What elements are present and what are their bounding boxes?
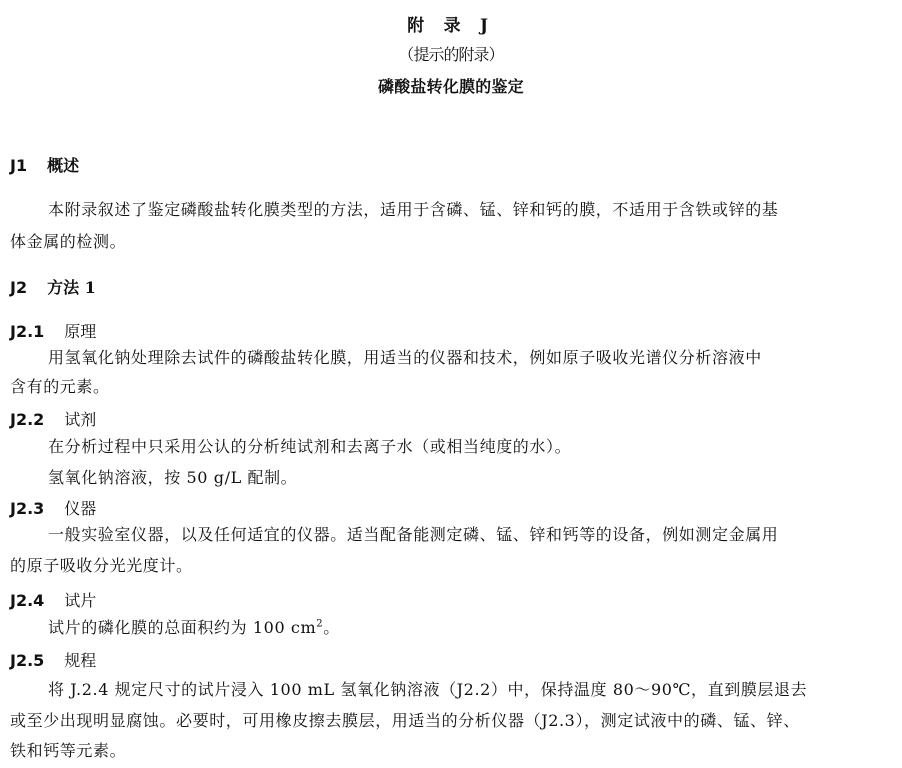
section-number: J2.2 bbox=[10, 410, 45, 429]
annex-title: 附 录 J bbox=[407, 15, 495, 35]
section-title: 仪器 bbox=[64, 499, 97, 518]
section-j2-5-text-line-2: 或至少出现明显腐蚀。必要时，可用橡皮擦去膜层，用适当的分析仪器（J2.3），测定试液中的磷、锰、锌、 bbox=[10, 711, 800, 730]
section-title: 原理 bbox=[64, 322, 97, 341]
area-text: 试片的磷化膜的总面积约为 100 cm bbox=[48, 618, 317, 637]
section-j2-2-text-line-1: 在分析过程中只采用公认的分析纯试剂和去离子水（或相当纯度的水）。 bbox=[48, 437, 572, 456]
section-j2-1-text-line-1: 用氢氧化钠处理除去试件的磷酸盐转化膜，用适当的仪器和技术，例如原子吸收光谱仪分析溶液中 bbox=[48, 348, 762, 367]
section-title: 试剂 bbox=[64, 410, 97, 429]
section-j2-3-text-line-1: 一般实验室仪器，以及任何适宜的仪器。适当配备能测定磷、锰、锌和钙等的设备，例如测定金属用 bbox=[48, 525, 779, 544]
section-j2-5-text-line-3: 铁和钙等元素。 bbox=[10, 741, 127, 760]
section-title: 试片 bbox=[64, 591, 97, 610]
section-j2-1-text-line-2: 含有的元素。 bbox=[10, 377, 110, 396]
section-j2-3-text-line-2: 的原子吸收分光光度计。 bbox=[10, 556, 193, 575]
section-title: 规程 bbox=[64, 651, 97, 670]
section-j2-3-heading bbox=[10, 496, 96, 519]
area-superscript: 2 bbox=[316, 618, 324, 630]
section-j2-5-heading bbox=[10, 648, 96, 671]
section-number: J2 bbox=[10, 278, 28, 297]
section-number: J2.1 bbox=[10, 322, 45, 341]
section-number: J1 bbox=[10, 156, 28, 175]
annex-note: （提示的附录） bbox=[398, 45, 504, 64]
area-text-end: 。 bbox=[323, 618, 340, 637]
section-title: 方法 1 bbox=[47, 278, 96, 297]
section-j1-text-line-2: 体金属的检测。 bbox=[10, 232, 127, 251]
section-number: J2.4 bbox=[10, 591, 45, 610]
section-j2-4-heading bbox=[10, 588, 96, 611]
section-j2-heading bbox=[10, 275, 96, 298]
section-j2-5-text-line-1: 将 J.2.4 规定尺寸的试片浸入 100 mL 氢氧化钠溶液（J2.2）中，保持温度 80～90℃，直到膜层退去 bbox=[48, 680, 808, 699]
section-j1-heading bbox=[10, 153, 79, 176]
section-title: 概述 bbox=[47, 156, 80, 175]
annex-name: 磷酸盐转化膜的鉴定 bbox=[378, 77, 524, 96]
section-j2-2-heading bbox=[10, 407, 96, 430]
section-j1-text-line-1: 本附录叙述了鉴定磷酸盐转化膜类型的方法，适用于含磷、锰、锌和钙的膜，不适用于含铁或锌的基 bbox=[48, 200, 779, 219]
section-j2-2-text-line-2: 氢氧化钠溶液，按 50 g/L 配制。 bbox=[48, 468, 298, 487]
section-j2-1-heading bbox=[10, 319, 96, 342]
section-j2-4-text-line-1 bbox=[48, 615, 340, 638]
section-number: J2.3 bbox=[10, 499, 45, 518]
section-number: J2.5 bbox=[10, 651, 45, 670]
